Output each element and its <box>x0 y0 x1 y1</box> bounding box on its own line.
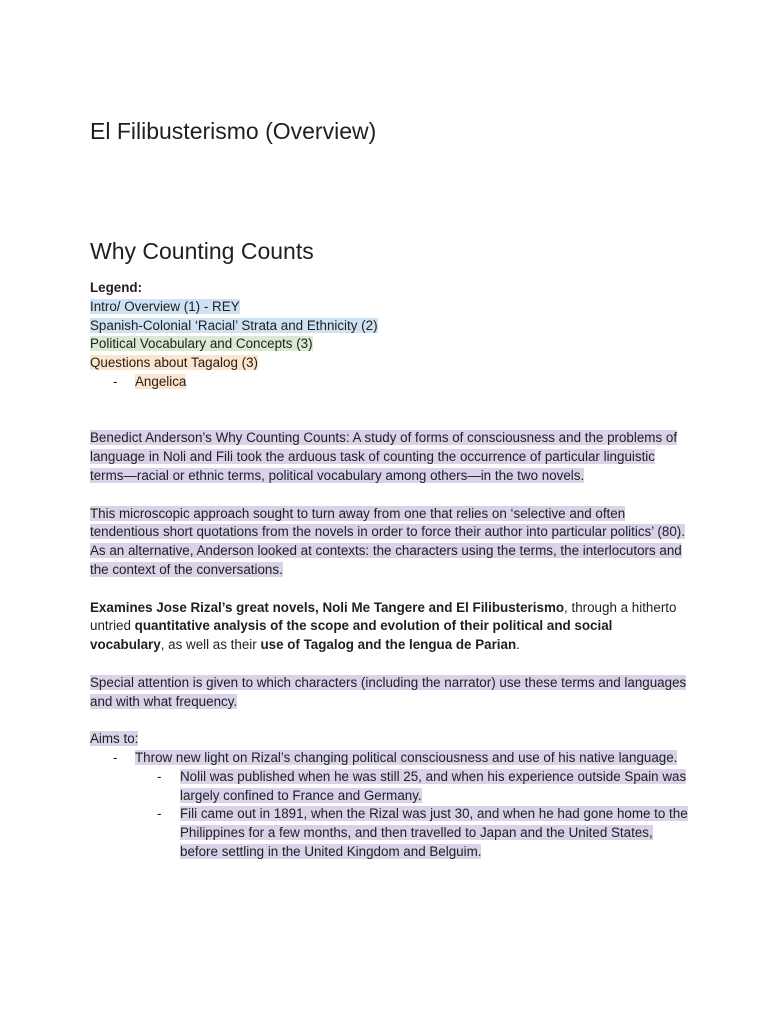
section-heading: Why Counting Counts <box>90 238 314 264</box>
aims-bullet: - Throw new light on Rizal’s changing political consciousness and use of his native language. <box>90 749 690 768</box>
document-title: El Filibusterismo (Overview) <box>90 118 377 144</box>
legend-sub-bullet: - Angelica <box>90 373 690 392</box>
document-body <box>90 279 690 862</box>
aims-sub-bullet: - Fili came out in 1891, when the Rizal was just 30, and when he had gone home to the Philippines for a few months, and then travelled to Japan and the United States, before settling in the United Kingdom and Belguim. <box>157 806 688 859</box>
legend-item: Political Vocabulary and Concepts (3) <box>90 336 313 352</box>
bullet-dash: - <box>157 768 162 784</box>
paragraph-intro: Benedict Anderson’s Why Counting Counts: A study of forms of consciousness and the problems of language in Noli and Fili took the arduous task of counting the occurrence of particular linguistic terms—racial or ethnic terms, political vocabulary among others—in the two novels. <box>90 430 678 483</box>
aims-sub-bullet: - Nolil was published when he was still 25, and when his experience outside Spain was largely confined to France and Germany. <box>157 768 687 803</box>
paragraph-approach: This microscopic approach sought to turn away from one that relies on ‘selective and often tendentious short quotations from the novels in order to force their author into particular politics’ (80). As an alternative, Anderson looked at contexts: the characters using the terms, the interlocutors and the context of the conversations. <box>90 505 685 577</box>
paragraph-special-attention: Special attention is given to which characters (including the narrator) use these terms and languages and with what frequency. <box>90 674 687 709</box>
legend-label: Legend: <box>90 280 143 295</box>
bullet-dash: - <box>113 373 118 389</box>
bullet-dash: - <box>157 806 162 822</box>
bullet-dash: - <box>113 749 118 765</box>
legend-item: Intro/ Overview (1) - REY <box>90 298 240 314</box>
legend-item: Spanish-Colonial ‘Racial’ Strata and Ethnicity (2) <box>90 317 378 333</box>
paragraph-examines: Examines Jose Rizal’s great novels, Noli Me Tangere and El Filibusterismo, through a hitherto untried quantitative analysis of the scope and evolution of their political and social vocabulary, as well as their use of Tagalog and the lengua de Parian. <box>90 599 677 653</box>
aims-label: Aims to: <box>90 731 139 747</box>
legend-item: Questions about Tagalog (3) <box>90 355 258 371</box>
